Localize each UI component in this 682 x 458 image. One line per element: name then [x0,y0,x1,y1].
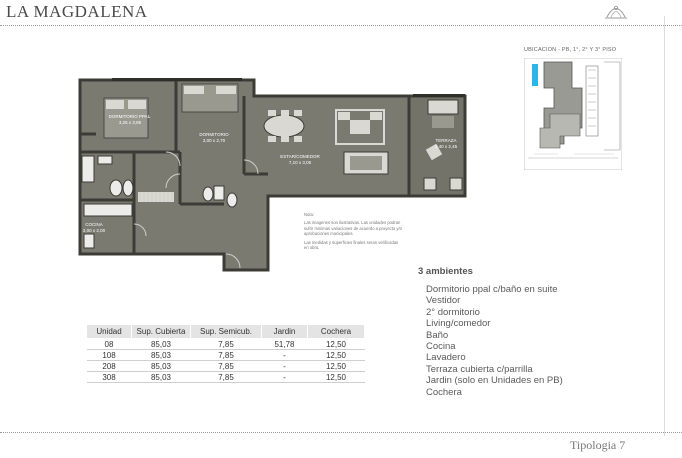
table-cell: 7,85 [191,339,262,350]
plan-bed-2 [182,84,238,112]
table-cell: 12,50 [308,361,365,372]
page-edge [664,16,665,436]
feature-item: Jardin (solo en Unidades en PB) [426,375,563,387]
typology-label: Tipologia 7 [570,438,626,452]
location-label: UBICACION - PB, 1°, 2° Y 3° PISO [524,47,617,53]
notes-line-2: Las medidas y superficies finales seran verificadas en obra. [304,239,399,251]
room-size-estar: 7,10 x 3,05 [288,160,312,165]
table-row [87,350,365,361]
room-size-dormitorio-ppal: 3,25 x 3,85 [118,120,142,125]
table-cell: - [262,372,308,383]
brand-logo-icon [603,2,629,20]
feature-item: Baño [426,329,449,341]
table-cell: 308 [87,372,132,383]
room-label-cocina: COCINA [85,222,103,227]
table-cell: 7,85 [191,361,262,372]
floor-plan [74,74,472,274]
table-cell: 208 [87,361,132,372]
header-divider [0,25,682,26]
feature-item: Terraza cubierta c/parrilla [426,363,533,375]
table-cell: 85,03 [132,339,191,350]
col-header-sup-cubierta: Sup. Cubierta [132,325,191,339]
table-cell: 12,50 [308,350,365,361]
table-row [87,372,365,383]
site-plan [524,58,622,170]
feature-item: Dormitorio ppal c/baño en suite [426,284,558,295]
table-cell: 108 [87,350,132,361]
feature-item: 2° dormitorio [426,306,480,318]
footer-divider [0,432,682,433]
table-cell: 08 [87,339,132,350]
table-cell: - [262,350,308,361]
table-cell: 12,50 [308,372,365,383]
table-cell: 85,03 [132,361,191,372]
col-header-unidad: Unidad [87,325,132,339]
table-cell: 7,85 [191,372,262,383]
page-title: LA MAGDALENA [6,2,148,21]
feature-item: Lavadero [426,352,466,364]
room-size-dormitorio: 3,00 x 2,70 [202,138,226,143]
pool-icon [532,64,538,86]
room-label-dormitorio-ppal: DORMITORIO PPAL. [108,114,152,119]
features-list [426,284,563,398]
feature-item: Living/comedor [426,318,491,330]
table-cell: 85,03 [132,350,191,361]
plan-notes [304,212,404,253]
plan-dining-table [264,110,304,142]
table-row [87,361,365,372]
room-size-terraza: 3,40 x 2,45 [434,144,458,149]
feature-item: Cochera [426,386,462,398]
table-cell: 85,03 [132,372,191,383]
room-label-estar: ESTAR/COMEDOR [280,154,320,159]
room-label-dormitorio: DORMITORIO [199,132,229,137]
table-cell: 12,50 [308,339,365,350]
table-cell: - [262,361,308,372]
feature-item: Vestidor [426,295,461,307]
room-label-terraza: TERRAZA [435,138,457,143]
notes-line-1: Las imagenes son ilustrativas. Las unidades podran sufrir minimas variaciones de acuerdo a proyecto y/o aprobaciones municipales. [304,220,402,237]
col-header-cochera: Cochera [308,325,365,339]
table-header-row [87,325,365,339]
table-row [87,339,365,350]
room-size-cocina: 3,00 x 2,00 [82,228,106,233]
surface-table [86,324,365,383]
table-cell: 51,78 [262,339,308,350]
col-header-jardin: Jardin [262,325,308,339]
feature-item: Cocina [426,341,456,353]
ambientes-title: 3 ambientes [418,266,473,277]
notes-heading: Nota: [304,212,315,217]
table-cell: 7,85 [191,350,262,361]
col-header-sup-semicub: Sup. Semicub. [191,325,262,339]
